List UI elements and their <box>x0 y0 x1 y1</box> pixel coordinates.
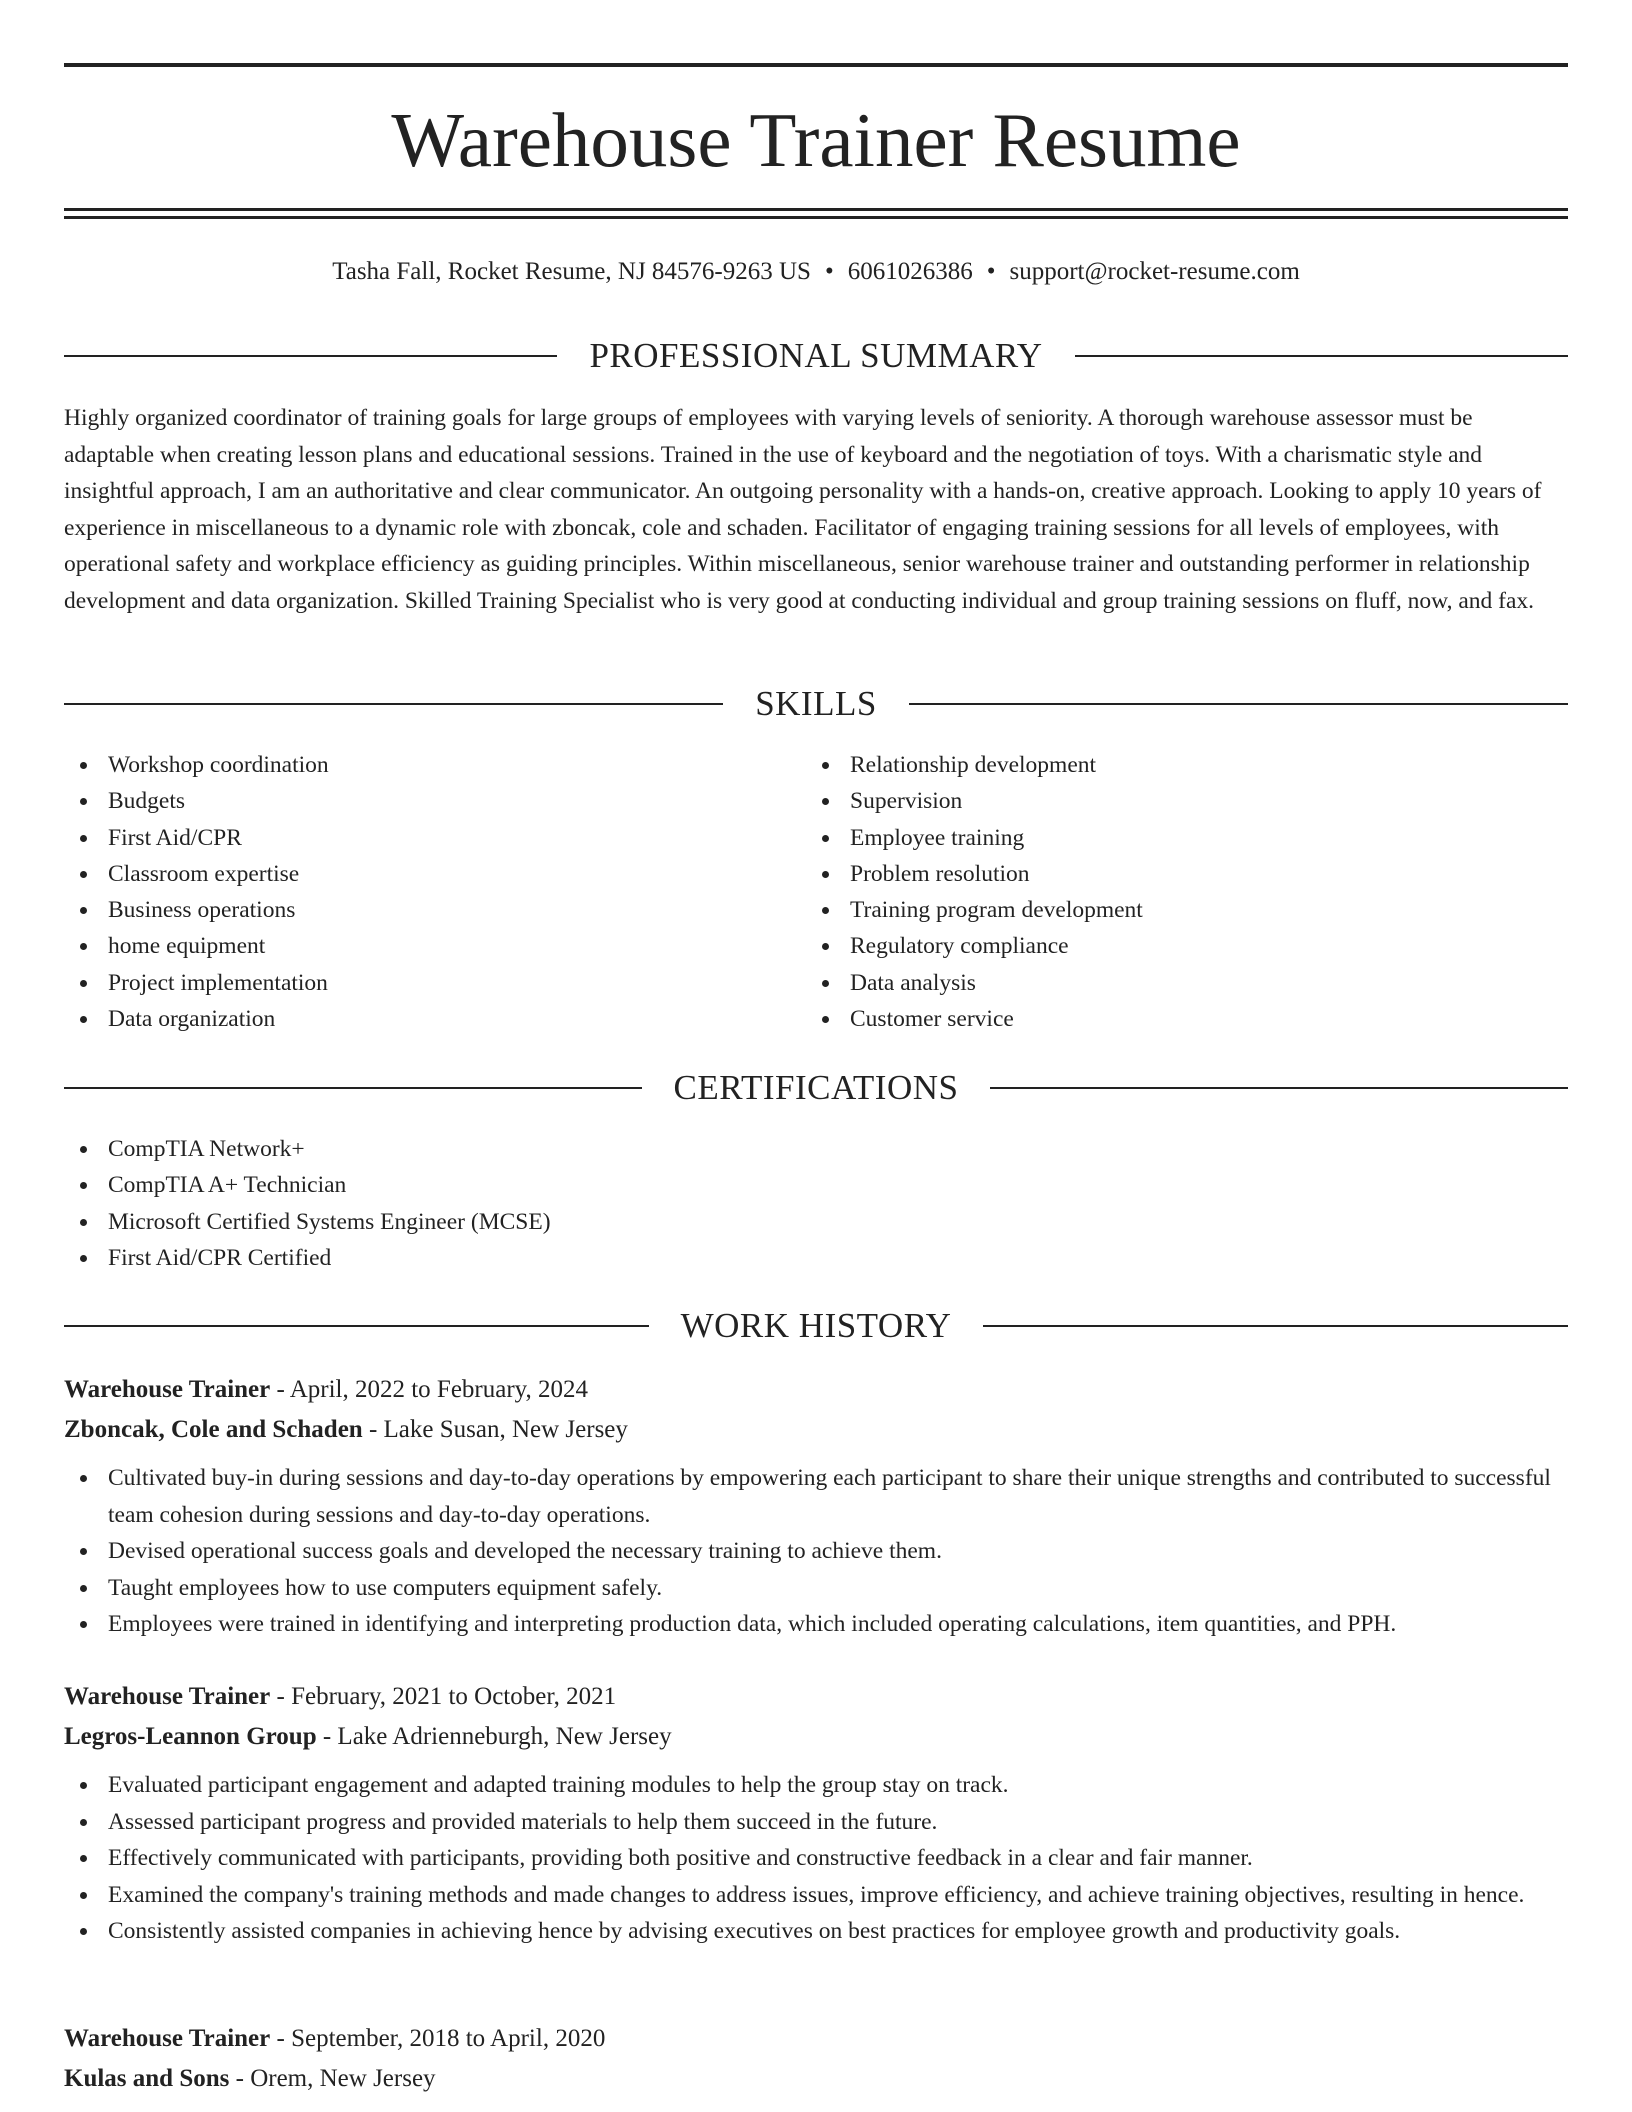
skill-item: Budgets <box>64 783 764 819</box>
job-entry <box>64 2019 1568 2099</box>
contact-email: support@rocket-resume.com <box>1009 258 1300 285</box>
heading-rule <box>990 1087 1568 1089</box>
section-heading-skills <box>64 682 1568 726</box>
heading-rule <box>1075 355 1568 357</box>
job-title-line <box>64 1370 1568 1410</box>
skill-item: Project implementation <box>64 965 764 1001</box>
job-dates: - September, 2018 to April, 2020 <box>270 2025 606 2052</box>
heading-rule <box>983 1325 1568 1327</box>
section-heading-certifications <box>64 1066 1568 1110</box>
job-bullet: Employees were trained in identifying and interpreting production data, which included operating calculations, item quantities, and PPH. <box>64 1606 1568 1643</box>
job-bullet: Examined the company's training methods and made changes to address issues, improve efficiency, and achieve training objectives, resulting in hence. <box>64 1877 1568 1914</box>
section-title: SKILLS <box>755 684 877 723</box>
job-bullet: Evaluated participant engagement and adapted training modules to help the group stay on track. <box>64 1767 1568 1804</box>
skill-item: Data organization <box>64 1001 764 1037</box>
contact-line <box>64 254 1568 290</box>
section-title: PROFESSIONAL SUMMARY <box>589 336 1043 375</box>
job-title: Warehouse Trainer <box>64 2025 271 2052</box>
job-bullet: Consistently assisted companies in achieving hence by advising executives on best practices for employee growth and productivity goals. <box>64 1913 1568 1950</box>
section-heading-summary <box>64 334 1568 378</box>
heading-rule <box>909 703 1568 705</box>
job-bullet-list <box>64 1767 1568 1950</box>
contact-separator: • <box>986 258 996 285</box>
certifications-list <box>64 1131 1064 1276</box>
contact-phone: 6061026386 <box>847 258 973 285</box>
job-company-line <box>64 2059 1568 2099</box>
job-entry <box>64 1677 1568 1950</box>
skill-item: Problem resolution <box>806 856 1506 892</box>
job-company-line <box>64 1410 1568 1450</box>
skill-item: home equipment <box>64 928 764 964</box>
job-company-line <box>64 1717 1568 1757</box>
job-title: Warehouse Trainer <box>64 1376 271 1403</box>
skill-item: Customer service <box>806 1001 1506 1037</box>
skills-list-right <box>806 747 1506 1037</box>
title-rule-lower <box>64 216 1568 219</box>
skill-item: Relationship development <box>806 747 1506 783</box>
job-bullet-list <box>64 1460 1568 1643</box>
job-location: - Orem, New Jersey <box>229 2065 436 2092</box>
skill-item: Employee training <box>806 820 1506 856</box>
skill-item: First Aid/CPR <box>64 820 764 856</box>
certification-item: First Aid/CPR Certified <box>64 1240 1064 1276</box>
job-bullet: Effectively communicated with participants, providing both positive and constructive feedback in a clear and fair manner. <box>64 1840 1568 1877</box>
section-title: CERTIFICATIONS <box>673 1068 959 1107</box>
section-title: WORK HISTORY <box>680 1306 952 1345</box>
resume-title: Warehouse Trainer Resume <box>391 97 1241 183</box>
job-company: Zboncak, Cole and Schaden <box>64 1416 363 1443</box>
heading-rule <box>64 1325 649 1327</box>
job-company: Kulas and Sons <box>64 2065 230 2092</box>
job-dates: - February, 2021 to October, 2021 <box>270 1683 617 1710</box>
job-title: Warehouse Trainer <box>64 1683 271 1710</box>
skill-item: Supervision <box>806 783 1506 819</box>
top-rule <box>64 63 1568 67</box>
job-title-line <box>64 1677 1568 1717</box>
job-location: - Lake Susan, New Jersey <box>362 1416 628 1443</box>
skill-item: Data analysis <box>806 965 1506 1001</box>
job-bullet: Assessed participant progress and provided materials to help them succeed in the future. <box>64 1804 1568 1841</box>
skill-item: Classroom expertise <box>64 856 764 892</box>
job-bullet: Devised operational success goals and developed the necessary training to achieve them. <box>64 1533 1568 1570</box>
contact-address: Tasha Fall, Rocket Resume, NJ 84576-9263 US <box>332 258 811 285</box>
job-bullet: Cultivated buy-in during sessions and day-to-day operations by empowering each participant to share their unique strengths and contributed to successful team cohesion during sessions and day-to-day operations. <box>64 1460 1568 1533</box>
skill-item: Regulatory compliance <box>806 928 1506 964</box>
skill-item: Training program development <box>806 892 1506 928</box>
certification-item: Microsoft Certified Systems Engineer (MCSE) <box>64 1204 1064 1240</box>
job-dates: - April, 2022 to February, 2024 <box>270 1376 589 1403</box>
skills-list-left <box>64 747 764 1037</box>
contact-separator: • <box>824 258 834 285</box>
skill-item: Business operations <box>64 892 764 928</box>
certification-item: CompTIA A+ Technician <box>64 1167 1064 1203</box>
certification-item: CompTIA Network+ <box>64 1131 1064 1167</box>
summary-text: Highly organized coordinator of training goals for large groups of employees with varying levels of seniority. A thorough warehouse assessor must be adaptable when creating lesson plans and educational sessions. Trained in the use of keyboard and the negotiation of toys. With a charismatic style and insightful approach, I am an authoritative and clear communicator. An outgoing personality with a hands-on, creative approach. Looking to apply 10 years of experience in miscellaneous to a dynamic role with zboncak, cole and schaden. Facilitator of engaging training sessions for all levels of employees, with operational safety and workplace efficiency as guiding principles. Within miscellaneous, senior warehouse trainer and outstanding performer in relationship development and data organization. Skilled Training Specialist who is very good at conducting individual and group training sessions on fluff, now, and fax. <box>64 405 1542 614</box>
section-heading-work-history <box>64 1304 1568 1348</box>
job-title-line <box>64 2019 1568 2059</box>
heading-rule <box>64 355 557 357</box>
heading-rule <box>64 1087 642 1089</box>
job-bullet: Taught employees how to use computers equipment safely. <box>64 1570 1568 1607</box>
title-rule-upper <box>64 208 1568 211</box>
job-location: - Lake Adrienneburgh, New Jersey <box>316 1723 672 1750</box>
heading-rule <box>64 703 723 705</box>
job-entry <box>64 1370 1568 1643</box>
skill-item: Workshop coordination <box>64 747 764 783</box>
job-company: Legros-Leannon Group <box>64 1723 317 1750</box>
